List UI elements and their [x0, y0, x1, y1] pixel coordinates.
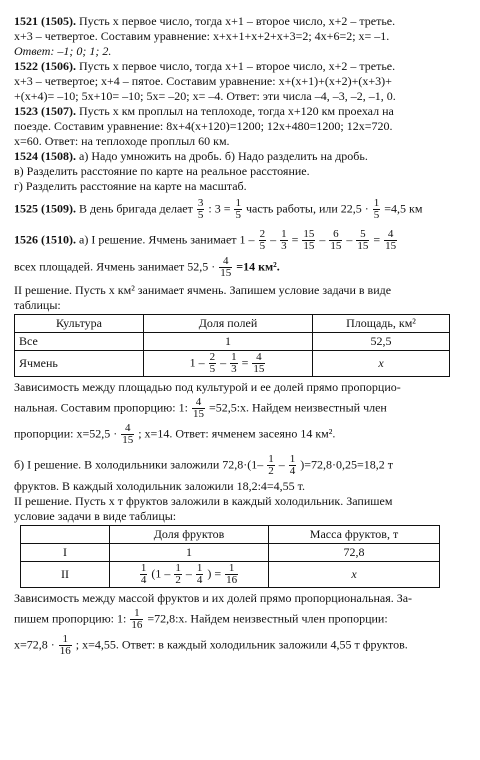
text-line: условие задачи в виде таблицы:: [14, 509, 177, 523]
text-line: x+3 – четвертое. Составим уравнение: x+x+1+x+2+x+3=2; 4x+6=2; x= –1.: [14, 29, 390, 43]
text-line: фруктов. В каждый холодильник заложили 18,2:4=4,55 т.: [14, 479, 306, 493]
fraction: $\frac{1}{2}$: [268, 453, 274, 477]
fraction: $\frac{1}{5}$: [373, 197, 380, 221]
fraction: $\frac{2}{5}$: [259, 228, 266, 252]
fraction: $\frac{3}{5}$: [197, 197, 204, 221]
fraction: $\frac{1}{5}$: [235, 197, 241, 221]
text-line: г) Разделить расстояние на карте на масштаб.: [14, 179, 247, 193]
text: часть работы, или 22,5 ·: [245, 201, 369, 216]
table-row: Все 1 52,5: [15, 333, 450, 351]
problem-1525: [14, 198, 466, 221]
text-line: таблицы:: [14, 298, 61, 312]
answer-line: Ответ: –1; 0; 1; 2.: [14, 44, 112, 58]
text: а) I решение. Ячмень занимает 1 –: [79, 232, 255, 247]
text-line: а) Надо умножить на дробь. б) Надо разделить на дробь.: [79, 149, 368, 163]
textbook-page: [14, 14, 466, 657]
table-header: Культура: [15, 315, 144, 333]
fraction: $\frac{1}{16}$: [131, 607, 143, 631]
table-header: Доля фруктов: [110, 526, 269, 544]
text: В день бригада делает: [79, 201, 193, 216]
text: =14 км².: [236, 259, 280, 274]
table-header: Доля полей: [144, 315, 313, 333]
problem-1521: [14, 14, 466, 59]
problem-number: 1522 (1506).: [14, 59, 76, 73]
fraction: $\frac{6}{15}$: [330, 228, 342, 252]
problem-1522: [14, 59, 466, 104]
text-line: x=60. Ответ: на теплоходе проплыл 60 км.: [14, 134, 230, 148]
fraction: $\frac{4}{15}$: [220, 255, 232, 279]
table-row: I 1 72,8: [21, 544, 440, 562]
problem-1523: [14, 104, 466, 149]
fraction: $\frac{1}{16}$: [59, 633, 71, 657]
table-header: Масса фруктов, т: [269, 526, 440, 544]
problem-1526: 1526 (1510). а) I решение. Ячмень занимает 1 – $\frac{2}{5}$ – $\frac{1}{3}$ = $\frac{15}{15}$ – $\frac{6}{15}$ – $\frac{5}{15}$ = $\frac{4}{15}$ всех площадей. Ячмень занимает 52,5 · $\frac{4}{15}$ =14 км². II решение. Пусть x км² занимает ячмень. Запишем условие задачи в виде таблицы: Культура Доля полей Площадь, км² Все 1 52,5 Ячмень 1 – $\frac{2}{5}$ – $\frac{1}{3}$ = $\frac{4}{15}$ x Зависимость между площадью под культурой и ее долей прямо пропорцио- нальная. Составим пропорцию: 1: $\frac{4}{15}$ =52,5:x. Найдем неизвестный член пропорции: x=52,5 · $\frac{4}{15}$ ; x=14. Ответ: ячменем засеяно 14 км². б) I решение. В холодильники заложили 72,8·(1– $\frac{1}{2}$ – $\frac{1}{4}$ )=72,8·0,25=18,2 т фруктов. В каждый холодильник заложили 18,2:4=4,55 т. II решение. Пусть x т фруктов заложили в каждый холодильник. Запишем условие задачи в виде таблицы: Доля фруктов Масса фруктов, т I 1 72,8 II $\frac{1}{4}$ (1 – $\frac{1}{2}$ – $\frac{1}{4}$ ) = $\frac{1}{16}$ x Зависимость между массой фруктов и их долей прямо пропорциональная. За- пишем пропорцию: 1: $\frac{1}{16}$ =72,8:x. Найдем неизвестный член пропорции: x=72,8 · $\frac{1}{16}$ ; x=4,55. Ответ: в каждый холодильник заложили 4,55 т фруктов.: [14, 229, 466, 657]
text-line: Пусть x км проплыл на теплоходе, тогда x+120 км проехал на: [79, 104, 394, 118]
fraction: $\frac{2}{5}$: [209, 351, 216, 375]
table-header-row: [21, 526, 440, 544]
fraction: $\frac{1}{4}$: [289, 453, 296, 477]
table-header: Площадь, км²: [313, 315, 450, 333]
table-fruits: [20, 525, 440, 588]
text: =4,5 км: [384, 201, 423, 216]
fraction: $\frac{1}{4}$: [140, 562, 147, 586]
text-line: Пусть x первое число, тогда x+1 – второе число, x+2 – третье.: [79, 59, 396, 73]
text-line: II решение. Пусть x км² занимает ячмень. Запишем условие задачи в виде: [14, 283, 392, 297]
text-line: II решение. Пусть x т фруктов заложили в каждый холодильник. Запишем: [14, 494, 393, 508]
table-row: Ячмень 1 – $\frac{2}{5}$ – $\frac{1}{3}$ = $\frac{4}{15}$ x: [15, 351, 450, 377]
fraction: $\frac{4}{15}$: [122, 422, 134, 446]
problem-number: 1524 (1508).: [14, 149, 76, 163]
table-header-row: [15, 315, 450, 333]
problem-number: 1525 (1509).: [14, 201, 76, 216]
text-line: Зависимость между массой фруктов и их долей прямо пропорциональная. За-: [14, 591, 413, 605]
table-row: II $\frac{1}{4}$ (1 – $\frac{1}{2}$ – $\frac{1}{4}$ ) = $\frac{1}{16}$ x: [21, 562, 440, 588]
fraction: $\frac{4}{15}$: [253, 351, 265, 375]
text-line: поезде. Составим уравнение: 8x+4(x+120)=1200; 12x+480=1200; 12x=720.: [14, 119, 393, 133]
text-line: Зависимость между площадью под культурой и ее долей прямо пропорцио-: [14, 380, 401, 394]
problem-1524: [14, 149, 466, 194]
fraction: $\frac{4}{15}$: [385, 228, 397, 252]
text-line: Пусть x первое число, тогда x+1 – второе число, x+2 – третье.: [79, 14, 396, 28]
text-line: в) Разделить расстояние по карте на реальное расстояние.: [14, 164, 310, 178]
fraction: $\frac{1}{3}$: [231, 351, 237, 375]
fraction: $\frac{15}{15}$: [303, 228, 315, 252]
text: : 3 =: [208, 201, 231, 216]
text-line: x+3 – четвертое; x+4 – пятое. Составим уравнение: x+(x+1)+(x+2)+(x+3)+: [14, 74, 392, 88]
fraction: $\frac{1}{2}$: [175, 562, 181, 586]
fraction: $\frac{5}{15}$: [357, 228, 369, 252]
fraction: $\frac{1}{3}$: [281, 228, 287, 252]
problem-number: 1526 (1510).: [14, 232, 76, 247]
text-line: +(x+4)= –10; 5x+10= –10; 5x= –20; x= –4. Ответ: эти числа –4, –3, –2, –1, 0.: [14, 89, 396, 103]
fraction: $\frac{4}{15}$: [192, 396, 204, 420]
problem-number: 1523 (1507).: [14, 104, 76, 118]
text: всех площадей. Ячмень занимает 52,5 ·: [14, 259, 216, 274]
fraction: $\frac{1}{16}$: [226, 562, 238, 586]
table-crops: [14, 314, 450, 377]
problem-number: 1521 (1505).: [14, 14, 76, 28]
fraction: $\frac{1}{4}$: [196, 562, 203, 586]
